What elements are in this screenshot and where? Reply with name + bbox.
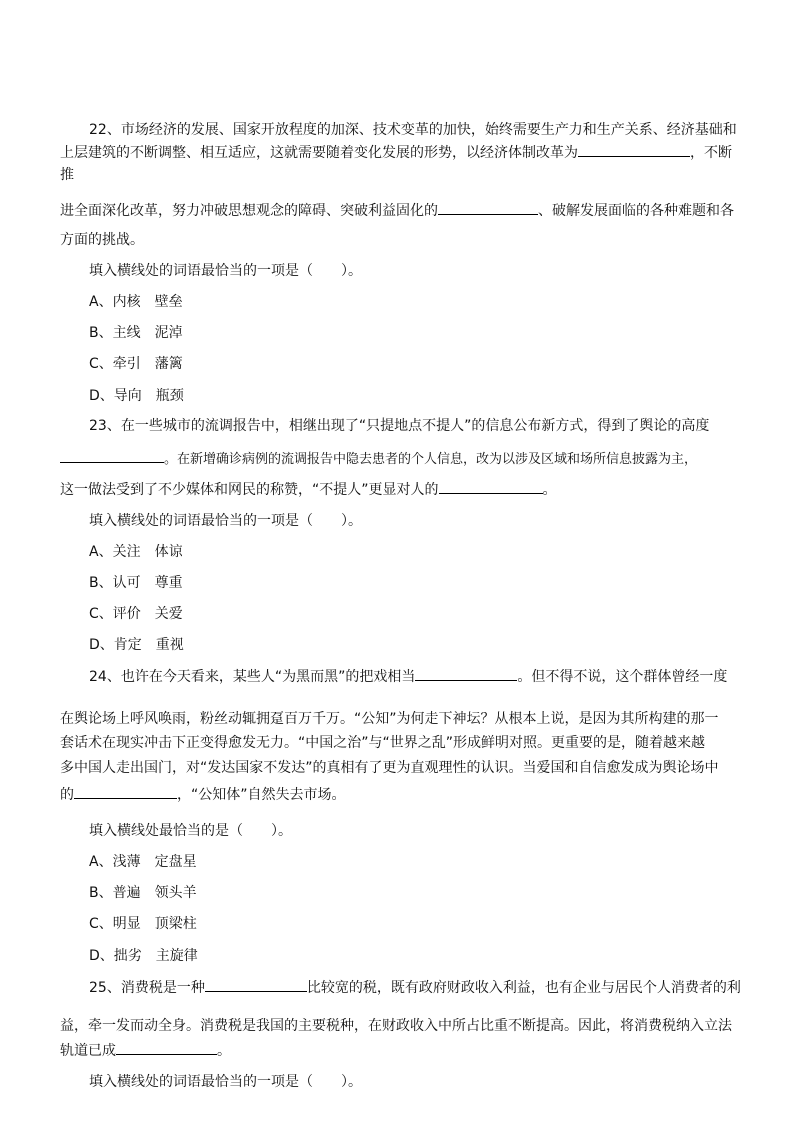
q22-line-5: 方面的挑战。 (60, 232, 144, 248)
q23-prompt: 填入横线处的词语最恰当的一项是（ ）。 (89, 513, 362, 529)
q24-line-3: 套话术在现实冲击下正变得愈发无力。“中国之治”与“世界之乱”形成鲜明对照。更重要的是，随着越来越 (60, 735, 706, 751)
answer-blank[interactable] (60, 448, 164, 463)
q25-line-2: 益，牵一发而动全身。消费税是我国的主要税种，在财政收入中所占比重不断提高。因此，将消费税纳入立法 (60, 1018, 732, 1034)
q24-option-d[interactable]: D、拙劣 主旋律 (89, 948, 198, 964)
q25-line-3: 轨道已成 。 (60, 1040, 231, 1061)
answer-blank[interactable] (74, 784, 177, 799)
q23-option-c[interactable]: C、评价 关爱 (89, 606, 183, 622)
answer-blank[interactable] (439, 479, 543, 494)
q22-option-d[interactable]: D、导向 瓶颈 (89, 388, 184, 404)
q22-line-1: 22、市场经济的发展、国家开放程度的加深、技术变革的加快，始终需要生产力和生产关系、经济基础和 (89, 122, 737, 138)
q22-option-c[interactable]: C、牵引 藩篱 (89, 356, 183, 372)
q24-line-2: 在舆论场上呼风唤雨，粉丝动辄拥趸百万千万。“公知”为何走下神坛？从根本上说，是因为其所构建的那一 (60, 711, 719, 727)
q24-line-5: 的 ，“公知体”自然失去市场。 (60, 784, 346, 805)
q24-option-b[interactable]: B、普遍 领头羊 (89, 885, 197, 901)
q22-prompt: 填入横线处的词语最恰当的一项是（ ）。 (89, 263, 362, 279)
q25-line-1: 25、消费税是一种 比较宽的税，既有政府财政收入利益，也有企业与居民个人消费者的利 (89, 977, 741, 998)
q23-line-1: 23、在一些城市的流调报告中，相继出现了“只提地点不提人”的信息公布新方式，得到了舆论的高度 (89, 418, 710, 434)
answer-blank[interactable] (438, 200, 538, 215)
q22-line-4: 进全面深化改革，努力冲破思想观念的障碍、突破利益固化的 、破解发展面临的各种难题和各 (60, 200, 734, 221)
q23-line-3: 这一做法受到了不少媒体和网民的称赞，“不提人”更显对人的 。 (60, 479, 557, 500)
answer-blank[interactable] (415, 666, 517, 681)
q24-option-a[interactable]: A、浅薄 定盘星 (89, 854, 197, 870)
answer-blank[interactable] (205, 977, 307, 992)
q23-option-a[interactable]: A、关注 体谅 (89, 544, 183, 560)
q23-option-d[interactable]: D、肯定 重视 (89, 637, 184, 653)
q24-line-4: 多中国人走出国门，对“发达国家不发达”的真相有了更为直观理性的认识。当爱国和自信愈发成为舆论场中 (60, 760, 719, 776)
q22-line-3: 推 (60, 167, 74, 183)
q24-line-1: 24、也许在今天看来，某些人“为黑而黑”的把戏相当 。但不得不说，这个群体曾经一度 (89, 666, 727, 687)
q24-option-c[interactable]: C、明显 顶梁柱 (89, 916, 197, 932)
q24-prompt: 填入横线处最恰当的是（ ）。 (89, 823, 292, 839)
q25-prompt: 填入横线处的词语最恰当的一项是（ ）。 (89, 1074, 362, 1090)
q22-line-2: 上层建筑的不断调整、相互适应，这就需要随着变化发展的形势，以经济体制改革为 ，不断 (60, 142, 732, 163)
q22-option-a[interactable]: A、内核 壁垒 (89, 294, 183, 310)
q22-option-b[interactable]: B、主线 泥淖 (89, 325, 183, 341)
q23-line-2: 。在新增确诊病例的流调报告中隐去患者的个人信息，改为以涉及区域和场所信息披露为主， (60, 448, 697, 470)
answer-blank[interactable] (578, 142, 690, 157)
q23-option-b[interactable]: B、认可 尊重 (89, 575, 183, 591)
answer-blank[interactable] (116, 1040, 217, 1055)
